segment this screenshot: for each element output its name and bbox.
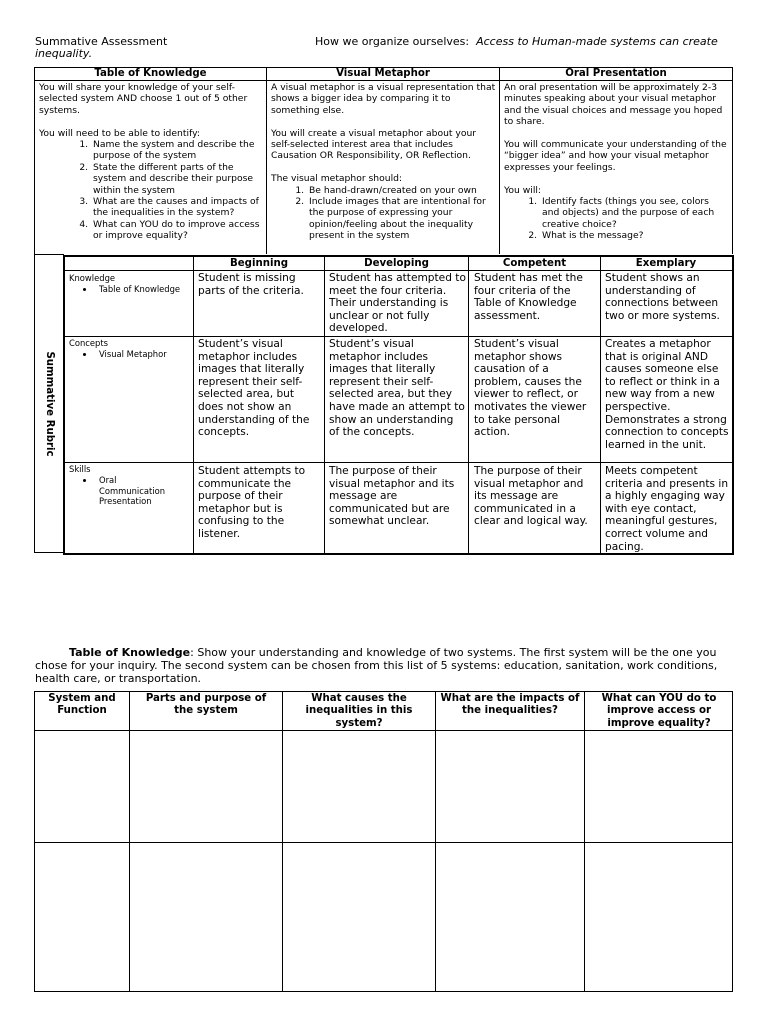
metaphor-description: [271, 82, 497, 242]
rubric-cell: Student has met the four criteria of the Table of Knowledge assessment.: [474, 272, 583, 322]
rubric-cell: Student’s visual metaphor shows causation of a problem, causes the viewer to reflect, or motivates the viewer to take personal action.: [474, 338, 587, 439]
rubric-cell: Student is missing parts of the criteria.: [198, 272, 304, 297]
list-item: 2. What is the message?: [540, 230, 728, 241]
rubric-cell: Student has attempted to meet the four criteria. Their understanding is unclear or not fully developed.: [329, 272, 466, 335]
rubric-cell: Creates a metaphor that is original AND causes someone else to reflect or think in a new way from a new perspective. Demonstrates a strong connection to concepts learned in the unit.: [605, 338, 729, 451]
tok-instructions: [35, 646, 735, 685]
col-impacts: What are the impacts of the inequalities?: [440, 693, 580, 717]
list-item: 2. State the different parts of the system and describe their purpose within the system: [91, 162, 263, 196]
category-bullet: • Oral Communication Presentation: [95, 475, 179, 506]
category-label: Skills: [69, 464, 91, 474]
col-system-function: System and Function: [48, 693, 116, 717]
row-label-knowledge: [69, 273, 189, 295]
oral-communicate: You will communicate your understanding of the “bigger idea” and how your visual metaphor expresses your feelings.: [504, 139, 727, 173]
list-item: 2. Include images that are intentional for the purpose of expressing your opinion/feeling about the inequality present in the system: [307, 196, 497, 242]
category-bullet: • Visual Metaphor: [95, 349, 189, 359]
col-parts-purpose: Parts and purpose of the system: [145, 693, 267, 717]
theme-prefix: How we organize ourselves:: [315, 35, 470, 48]
tok-text: : Show your understanding and knowledge of two systems. The first system will be the one you chose for your inquiry. The second system can be chosen from this list of 5 systems: education, sanitation, work conditions, health care, or transportation.: [35, 646, 718, 685]
rubric-cell: The purpose of their visual metaphor and its message are communicated in a clear and logical way.: [474, 465, 588, 528]
header-oral-presentation: Oral Presentation: [565, 68, 667, 79]
list-item: 1. Identify facts (things you see, colors and objects) and the purpose of each creative choice?: [540, 196, 728, 230]
level-beginning: Beginning: [229, 258, 288, 269]
level-competent: Competent: [502, 258, 567, 269]
unit-theme: [315, 35, 718, 48]
metaphor-should: The visual metaphor should:: [271, 173, 403, 185]
level-developing: Developing: [364, 258, 429, 269]
list-item: 1. Be hand-drawn/created on your own: [307, 185, 497, 196]
rubric-cell: Meets competent criteria and presents in a highly engaging way with eye contact, meaningful gestures, correct volume and pacing.: [605, 465, 729, 553]
theme-title: Access to Human-made systems can create: [476, 35, 718, 48]
rubric-side-label: Summative Rubric: [44, 351, 56, 457]
rubric-cell: Student shows an understanding of connections between two or more systems.: [605, 272, 720, 322]
oral-intro: An oral presentation will be approximately 2-3 minutes speaking about your visual metaphor and the visual choices and message you hoped to share.: [504, 82, 723, 128]
list-item: 3. What are the causes and impacts of the inequalities in the system?: [91, 196, 263, 219]
list-item: 4. What can YOU do to improve access or improve equality?: [91, 219, 263, 242]
category-label: Knowledge: [69, 273, 116, 283]
rubric-cell: The purpose of their visual metaphor and its message are communicated but are somewhat unclear.: [329, 465, 455, 528]
tok-title: Table of Knowledge: [69, 646, 191, 659]
knowledge-description: [39, 82, 263, 242]
col-causes: What causes the inequalities in this system?: [305, 693, 413, 729]
row-label-concepts: [69, 338, 189, 360]
rubric-cell: Student’s visual metaphor includes images that literally represent their self-selected area, but does not show an understanding of the concepts.: [198, 338, 310, 439]
oral-description: [504, 82, 728, 242]
rubric-cell: Student attempts to communicate the purpose of their metaphor but is confusing to the listener.: [198, 465, 306, 540]
col-improve: What can YOU do to improve access or improve equality?: [601, 693, 717, 729]
header-visual-metaphor: Visual Metaphor: [336, 68, 430, 79]
category-label: Concepts: [69, 338, 109, 348]
metaphor-intro: A visual metaphor is a visual representation that shows a bigger idea by comparing it to something else.: [271, 82, 496, 116]
oral-you-will: You will:: [504, 184, 542, 196]
knowledge-intro: You will share your knowledge of your self-selected system AND choose 1 out of 5 other systems.: [39, 82, 248, 116]
rubric-cell: Student’s visual metaphor includes images that literally represent their self-selected area, but they have made an attempt to show an understanding of the concepts.: [329, 338, 465, 439]
unit-theme-continued: inequality.: [35, 47, 93, 60]
metaphor-create: You will create a visual metaphor about your self-selected interest area that includes Causation OR Responsibility, OR Reflection.: [271, 127, 477, 162]
header-table-of-knowledge: Table of Knowledge: [94, 68, 207, 79]
table-row[interactable]: [35, 843, 732, 991]
list-item: 1. Name the system and describe the purpose of the system: [91, 139, 263, 162]
level-exemplary: Exemplary: [635, 258, 697, 269]
category-bullet: • Table of Knowledge: [95, 284, 189, 294]
knowledge-identify: You will need to be able to identify:: [39, 127, 200, 139]
assessment-title: Summative Assessment: [35, 35, 168, 48]
row-label-skills: [69, 464, 179, 507]
table-row[interactable]: [35, 731, 732, 842]
